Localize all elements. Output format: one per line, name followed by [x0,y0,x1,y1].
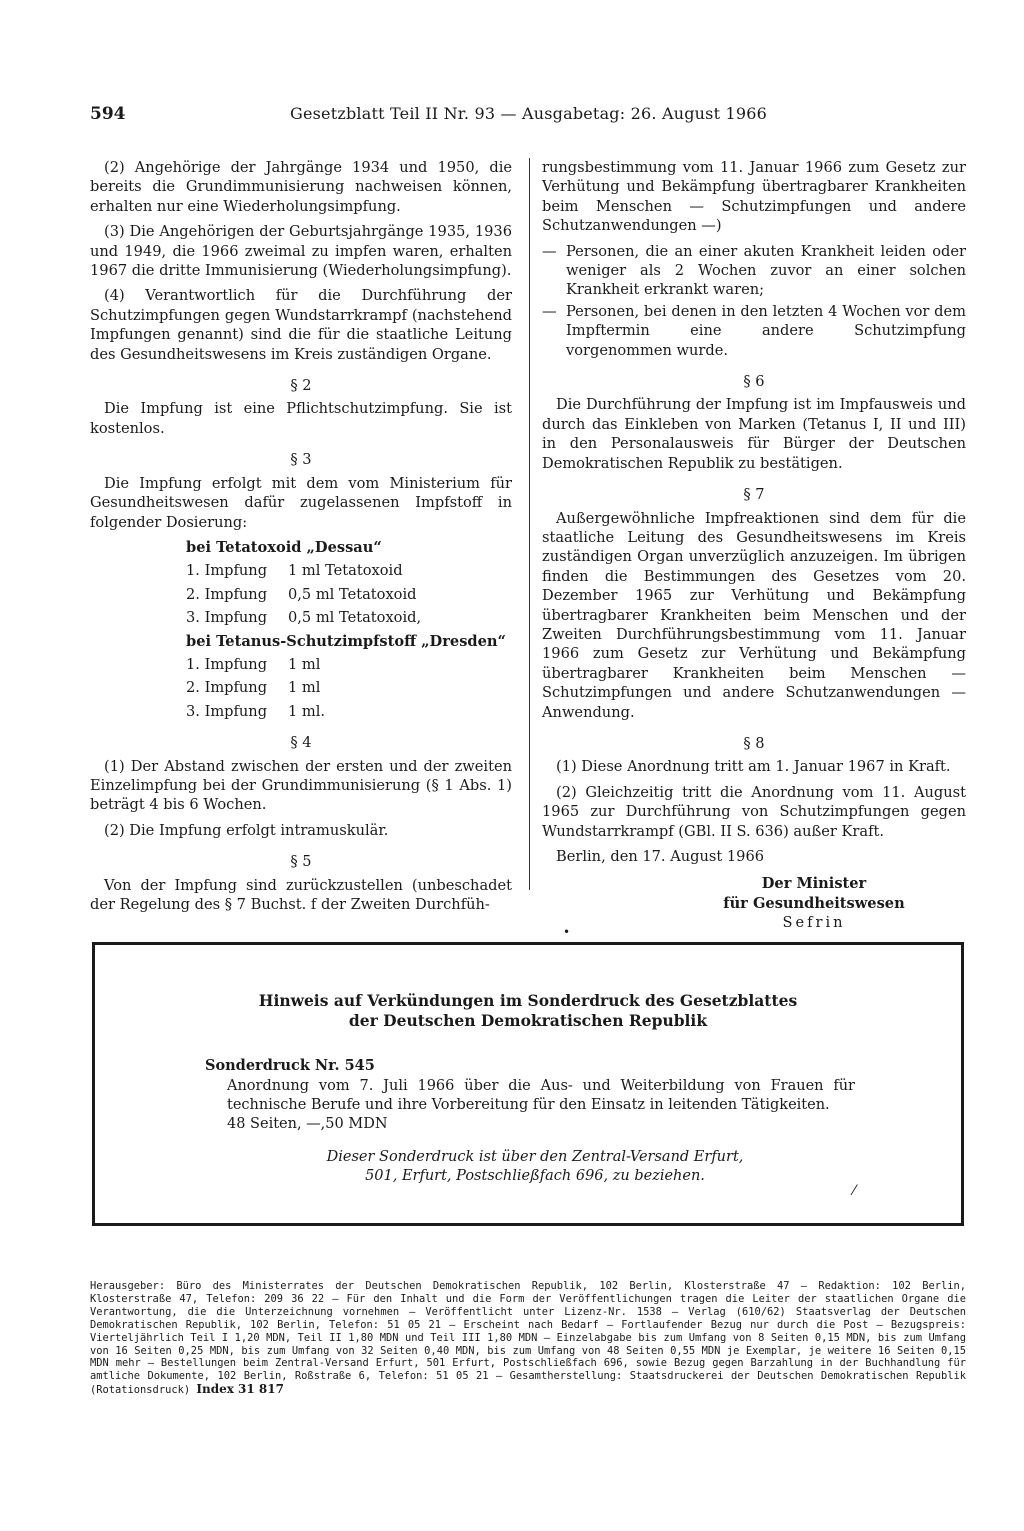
special-print-number: Sonderdruck Nr. 545 [205,1057,375,1074]
signatory-ministry: für Gesundheitswesen [723,894,905,912]
dosage-line: 1. Impfung 1 ml [186,655,321,673]
section-2-heading: § 2 [290,377,312,395]
dosage-dresden [186,632,512,722]
section-8-paragraph-1: (1) Diese Anordnung tritt am 1. Januar 1967 in Kraft. [556,758,951,776]
index-number: Index 31 817 [196,1382,284,1397]
dosage-dessau [186,538,512,628]
signatory-name: Sefrin [782,914,846,932]
left-column [90,158,512,920]
paragraph-1-2: (2) Angehörige der Jahrgänge 1934 und 1950, die bereits die Grundimmunisierung nachweisen können, erhalten nur eine Wiederholungsimpfung. [90,159,512,215]
notice-box [92,942,964,1226]
section-4-paragraph-2: (2) Die Impfung erfolgt intramuskulär. [104,821,389,839]
dosage-line: 3. Impfung 0,5 ml Tetatoxoid, [186,609,422,627]
pages-price: 48 Seiten, —,50 MDN [227,1116,388,1132]
section-6-text: Die Durchführung der Impfung ist im Impfausweis und durch das Einkleben von Marken (Tetanus I, II und III) in den Personalausweis für Bürger der Deutschen Demokratischen Republik zu bestätigen. [542,396,966,472]
dosage-line: 3. Impfung 1 ml. [186,702,326,720]
dosage-line: 2. Impfung 0,5 ml Tetatoxoid [186,585,417,603]
section-3-heading: § 3 [290,451,312,469]
right-column [542,158,966,933]
section-7-heading: § 7 [743,486,765,504]
print-mark: • [563,925,571,939]
section-4-paragraph-1: (1) Der Abstand zwischen der ersten und der zweiten Einzelimpfung bei der Grundimmunisierung (§ 1 Abs. 1) beträgt 4 bis 6 Wochen. [90,757,512,814]
section-7-text: Außergewöhnliche Impfreaktionen sind dem für die staatliche Leitung des Gesundheitswesens im Kreis zuständigen Organ unverzüglich anzuzeigen. Im übrigen finden die Bestimmungen des Gesetzes vom 20. Dezember 1965 zur Verhütung und Bekämpfung übertragbarer Krankheiten beim Menschen und der Zweiten Durchführungsbestimmung vom 11. Januar 1966 zum Gesetz zur Verhütung und Bekämpfung übertragbarer Krankheiten beim Menschen — Schutzimpfungen und andere Schutzanwendungen — Anwendung. [542,509,966,721]
paragraph-1-4: (4) Verantwortlich für die Durchführung der Schutzimpfungen gegen Wundstarrkrampf (nachstehend Impfungen genannt) sind die für die staatliche Leitung des Gesundheitswesens im Kreis zuständigen Organe. [90,287,512,363]
list-item: — Personen, bei denen in den letzten 4 Wochen vor dem Impftermin eine andere Schutzimpfung vorgenommen wurde. [542,302,966,359]
section-8-paragraph-2: (2) Gleichzeitig tritt die Anordnung vom 11. August 1965 zur Durchführung von Schutzimpfungen gegen Wundstarrkrampf (GBl. II S. 636) außer Kraft. [542,783,966,840]
dosage-line: 2. Impfung 1 ml [186,679,321,697]
section-3-text: Die Impfung erfolgt mit dem vom Ministerium für Gesundheitswesen dafür zugelassenen Impfstoff in folgender Dosierung: [90,474,512,531]
ordering-info: Dieser Sonderdruck ist über den Zentral-Versand Erfurt, 501, Erfurt, Postschließfach 696, zu beziehen. [326,1149,744,1184]
signatory-title: Der Minister [761,875,867,893]
section-4-heading: § 4 [290,734,312,752]
section-2-text: Die Impfung ist eine Pflichtschutzimpfung. Sie ist kostenlos. [90,400,512,437]
special-print-description: Anordnung vom 7. Juli 1966 über die Aus- und Weiterbildung von Frauen für technische Berufe und ihre Vorbereitung für den Einsatz in leitenden Tätigkeiten. 48 Seiten, —,50 MDN [227,1078,855,1132]
paragraph-1-3: (3) Die Angehörigen der Geburtsjahrgänge 1935, 1936 und 1949, die 1966 zweimal zu impfen waren, erhalten 1967 die dritte Immunisierung (Wiederholungsimpfung). [90,223,512,280]
page-header [90,104,966,130]
dosage-dresden-heading: bei Tetanus-Schutzimpfstoff „Dresden“ [186,632,506,650]
section-6-heading: § 6 [743,373,765,391]
list-item: — Personen, die an einer akuten Krankheit leiden oder weniger als 2 Wochen zuvor an einer solchen Krankheit erkrankt waren; [542,242,966,299]
page-number: 594 [90,104,126,124]
imprint-footer [90,1280,966,1397]
section-5-text: Von der Impfung sind zurückzustellen (unbeschadet der Regelung des § 7 Buchst. f der Zweiten Durchfüh- [90,876,512,913]
imprint-text: Herausgeber: Büro des Ministerrates der Deutschen Demokratischen Republik, 102 Berlin, Klosterstraße 47 — Redaktion: 102 Berlin, Klosterstraße 47, Telefon: 209 36 22 — Für den Inhalt und die Form der Veröffentlichungen tragen die Leiter der staatlichen Organe die Verantwortung, die die Unterzeichnung vornehmen — Veröffentlicht unter Lizenz-Nr. 1538 — Verlag (610/62) Staatsverlag der Deutschen Demokratischen Republik, 102 Berlin, Telefon: 51 05 21 — Erscheint nach Bedarf — Fortlaufender Bezug nur durch die Post — Bezugspreis: Vierteljährlich Teil I 1,20 MDN, Teil II 1,80 MDN und Teil III 1,80 MDN — Einzelabgabe bis zum Umfang von 8 Seiten 0,15 MDN, bis zum Umfang von 16 Seiten 0,25 MDN, bis zum Umfang von 32 Seiten 0,40 MDN, bis zum Umfang von 48 Seiten 0,55 MDN je Exemplar, je weitere 16 Seiten 0,15 MDN mehr — Bestellungen beim Zentral-Versand Erfurt, 501 Erfurt, Postschließfach 696, sowie Bezug gegen Barzahlung in der Buchhandlung für amtliche Dokumente, 102 Berlin, Roßstraße 6, Telefon: 51 05 21 — Gesamtherstellung: Staatsdruckerei der Deutschen Demokratischen Republik (Rotationsdruck) [90,1280,966,1397]
signature-block [662,874,966,932]
pen-mark: ⁄ [853,1183,856,1199]
dosage-line: 1. Impfung 1 ml Tetatoxoid [186,562,403,580]
notice-heading: Hinweis auf Verkündungen im Sonderdruck des Gesetzblattes der Deutschen Demokratischen Republik [258,991,798,1030]
section-8-heading: § 8 [743,734,765,752]
section-5-continuation: rungsbestimmung vom 11. Januar 1966 zum Gesetz zur Verhütung und Bekämpfung übertragbarer Krankheiten beim Menschen — Schutzimpfungen und andere Schutzanwendungen —) [542,159,966,235]
section-5-heading: § 5 [290,853,312,871]
gazette-title: Gesetzblatt Teil II Nr. 93 — Ausgabetag: 26. August 1966 [290,104,768,123]
place-date: Berlin, den 17. August 1966 [556,848,765,865]
column-divider [529,158,530,890]
dosage-dessau-heading: bei Tetatoxoid „Dessau“ [186,538,382,556]
